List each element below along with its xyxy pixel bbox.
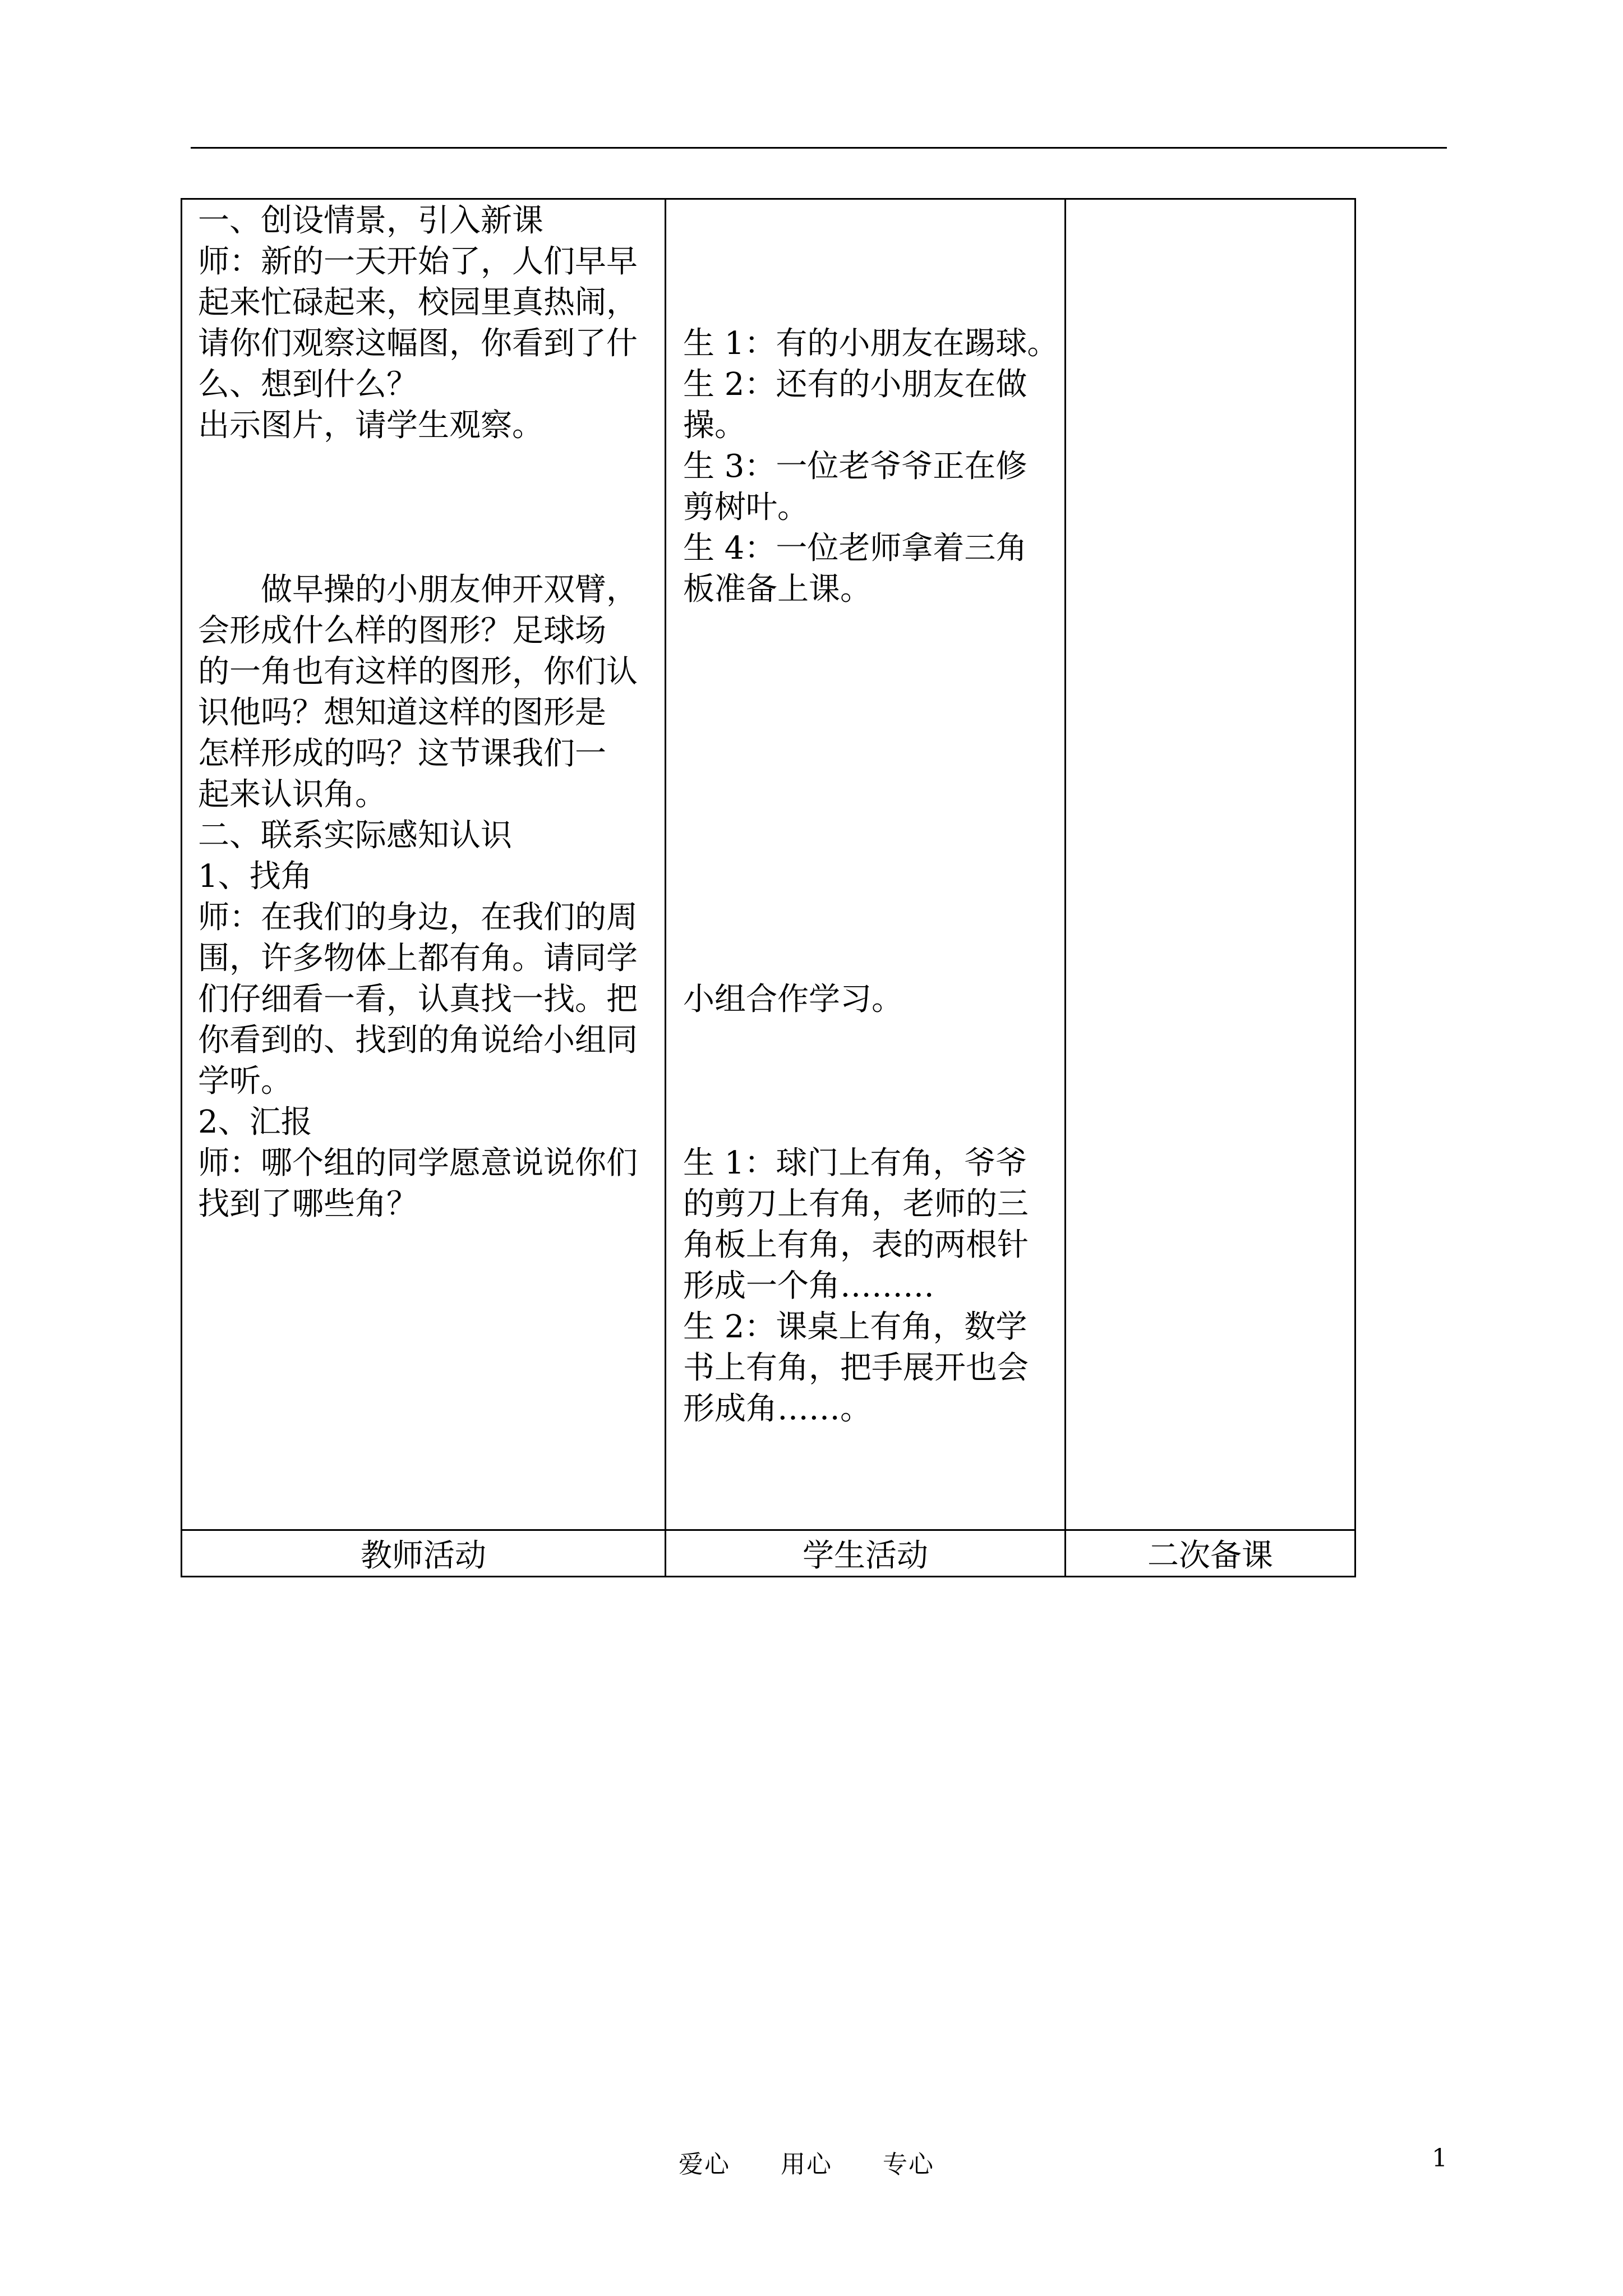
header-rule <box>191 147 1447 149</box>
text-line: 识他吗？想知道这样的图形是 <box>198 694 606 731</box>
text-line: 生 4：一位老师拿着三角 <box>683 530 1027 567</box>
lesson-plan-table <box>181 198 1356 1577</box>
text-line: 起来认识角。 <box>198 776 386 813</box>
header-second-preparation: 二次备课 <box>1066 1530 1355 1577</box>
footer-motto-word: 专心 <box>883 2150 934 2179</box>
text-line: 起来忙碌起来，校园里真热闹， <box>198 284 638 321</box>
text-line: 做早操的小朋友伸开双臂， <box>198 572 638 608</box>
text-line: 请你们观察这幅图，你看到了什 <box>198 325 638 362</box>
second-preparation-cell <box>1066 199 1355 1530</box>
text-line: 学听。 <box>198 1063 292 1099</box>
text-line: 生 1：有的小朋友在踢球。 <box>683 325 1059 362</box>
text-line: 师：哪个组的同学愿意说说你们 <box>198 1145 638 1181</box>
text-line: 的剪刀上有角，老师的三 <box>683 1186 1029 1222</box>
header-teacher-activity: 教师活动 <box>182 1530 666 1577</box>
text-line: 二、联系实际感知认识 <box>198 817 512 854</box>
text-line: 么、想到什么？ <box>198 366 418 403</box>
text-line: 2、汇报 <box>198 1104 312 1140</box>
text-line: 出示图片，请学生观察。 <box>198 407 543 444</box>
text-line: 形成角……。 <box>683 1391 872 1427</box>
footer-motto-word: 用心 <box>781 2150 832 2179</box>
text-line: 你看到的、找到的角说给小组同 <box>198 1022 638 1059</box>
footer-motto <box>679 2144 985 2180</box>
text-line: 一、创设情景，引入新课 <box>198 203 543 239</box>
page-number: 1 <box>1432 2144 1447 2173</box>
student-activity-cell <box>666 199 1066 1530</box>
text-line: 生 2：课桌上有角，数学 <box>683 1309 1027 1345</box>
text-line: 书上有角，把手展开也会 <box>683 1350 1029 1386</box>
text-line: 的一角也有这样的图形，你们认 <box>198 654 638 690</box>
text-line: 师：新的一天开始了，人们早早 <box>198 243 638 280</box>
text-line: 围，许多物体上都有角。请同学 <box>198 940 638 977</box>
footer-motto-word: 爱心 <box>679 2150 730 2179</box>
text-line: 生 1：球门上有角，爷爷 <box>683 1145 1027 1181</box>
text-line: 1、找角 <box>198 858 312 895</box>
text-line: 剪树叶。 <box>683 489 809 526</box>
text-line: 找到了哪些角？ <box>198 1186 418 1222</box>
text-line: 师：在我们的身边，在我们的周 <box>198 899 638 936</box>
header-student-activity: 学生活动 <box>666 1530 1066 1577</box>
text-line: 会形成什么样的图形？足球场 <box>198 613 606 649</box>
text-line: 角板上有角，表的两根针 <box>683 1227 1029 1263</box>
text-line: 形成一个角……… <box>683 1268 934 1304</box>
text-line: 小组合作学习。 <box>683 981 903 1018</box>
text-line: 操。 <box>683 407 746 444</box>
teacher-activity-cell <box>182 199 666 1530</box>
text-line: 们仔细看一看，认真找一找。把 <box>198 981 638 1018</box>
text-line: 怎样形成的吗？这节课我们一 <box>198 735 606 772</box>
text-line: 生 2：还有的小朋友在做 <box>683 366 1027 403</box>
text-line: 板准备上课。 <box>683 571 872 608</box>
text-line: 生 3：一位老爷爷正在修 <box>683 448 1027 485</box>
